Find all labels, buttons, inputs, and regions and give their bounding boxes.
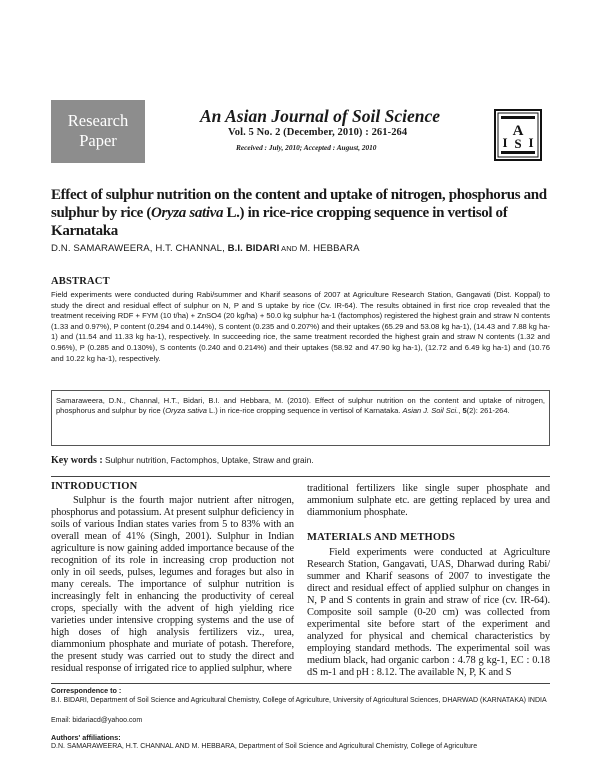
continuation-paragraph: traditional fertilizers like single super phosphate and ammonium sulphate etc. are getting replaced by urea and diammonium phosphate.	[307, 483, 550, 518]
divider	[51, 476, 550, 477]
title-text-2: L.) in rice-rice cropping sequence in vertisol of Karnataka	[51, 205, 508, 239]
journal-volume: Vol. 5 No. 2 (December, 2010) : 261-264	[228, 127, 408, 138]
correspondence-email: Email: bidariacd@yahoo.com	[51, 717, 143, 724]
keywords-text: Sulphur nutrition, Factomphos, Uptake, Straw and grain.	[102, 455, 314, 465]
author-list	[51, 243, 551, 254]
received-dates: Received : July, 2010; Accepted : August, 2010	[236, 143, 377, 152]
citation-text-1: Samaraweera, D.N., Channal, H.T., Bidari, B.I. and Hebbara, M. (2010). Effect of sulphur nutrition on the content and uptake of nitrogen, phosphorus and sulphur by rice (	[56, 396, 545, 416]
introduction-paragraph: Sulphur is the fourth major nutrient after nitrogen, phosphorus and potassium. At present sulphur deficiency in soils of various Indian states varies from 5 to 83% with an overall mean of 41% (Singh, 2001). Sulphur in Indian agriculture is now gaining added importance because of the recognition of its role in increasing crop production not only in oil seeds, pulses, legumes and forages but also in many cereals. The importance of sulphur nutrition is increasingly felt in enhancing the productivity of cereal crops, specially with the advent of high yielding rice varieties under intensive cropping systems and the use of high doses of high analysis fertilizers viz., urea, diammonium phosphate and muriate of potash. Therefore, the present study was carried out to study the direct and residual response of irrigated rice to applied sulphur, where	[51, 495, 294, 674]
badge-line2: Paper	[79, 131, 117, 150]
hind-institute-logo	[494, 109, 542, 161]
introduction-body	[51, 495, 294, 675]
citation-text-3: ,	[458, 406, 463, 416]
article-title	[51, 186, 551, 240]
svg-text:I: I	[528, 135, 534, 150]
citation-journal: Asian J. Soil Sci.	[402, 406, 459, 416]
abstract-heading: ABSTRACT	[51, 276, 110, 287]
footer-divider	[51, 683, 550, 684]
authors-2: M. HEBBARA	[299, 243, 360, 254]
citation-box	[51, 390, 550, 446]
badge-line1: Research	[67, 111, 129, 130]
affiliations-heading: Authors' affiliations:	[51, 733, 121, 742]
introduction-heading: INTRODUCTION	[51, 481, 138, 492]
keywords-label: Key words :	[51, 455, 103, 466]
citation-species: Oryza sativa	[165, 406, 207, 416]
keywords	[51, 455, 550, 466]
corresponding-author: B.I. BIDARI	[227, 243, 280, 254]
svg-text:I: I	[502, 135, 508, 150]
citation-text-2: L.) in rice-rice cropping sequence in vertisol of Karnataka.	[206, 406, 403, 416]
methods-paragraph: Field experiments were conducted at Agriculture Research Station, Gangavati, UAS, Dharwad during Rabi/ summer and Kharif seasons of 2007 to investigate the direct and residual effect of applied sulphur on changes in N, P and S contents in grain and straw of rice (cv. IR-64). Composite soil sample (0-20 cm) was collected from experimental site before start of the experiment and analyzed for physical and chemical characteristics by employing standard methods. The experimental soil was medium black, had organic carbon : 4.78 g kg-1, EC : 0.18 dS m-1 and pH : 8.12. The available N, P, K and S	[307, 547, 550, 678]
right-column-continuation	[307, 483, 550, 519]
methods-heading: MATERIALS AND METHODS	[307, 532, 456, 543]
correspondence-heading: Correspondence to :	[51, 686, 122, 695]
authors-and: AND	[279, 244, 300, 253]
research-paper-badge	[51, 100, 145, 163]
affiliations-text: D.N. SAMARAWEERA, H.T. CHANNAL AND M. HEBBARA, Department of Soil Science and Agricultural Chemistry, College of Agriculture	[51, 743, 478, 750]
svg-text:A: A	[512, 123, 524, 139]
authors-1: D.N. SAMARAWEERA, H.T. CHANNAL,	[51, 243, 228, 254]
citation-volume: 5	[462, 406, 467, 416]
journal-title: An Asian Journal of Soil Science	[200, 106, 441, 126]
title-text-1: Effect of sulphur nutrition on the content and uptake of nitrogen, phosphorus and sulphur by rice (	[51, 187, 547, 221]
svg-text:S: S	[514, 136, 522, 151]
title-species: Oryza sativa	[151, 205, 224, 221]
methods-body	[307, 547, 550, 679]
correspondence-text: B.I. BIDARI, Department of Soil Science and Agricultural Chemistry, College of Agriculture, University of Agricultural Sciences, DHARWAD (KARNATAKA) INDIA	[51, 697, 547, 704]
abstract-text: Field experiments were conducted during Rabi/summer and Kharif seasons of 2007 at Agriculture Research Station, Gangavati (Dist. Koppal) to study the direct and residual effect of sulphur on N, P and S uptake by rice (Cv. IR-64). The results obtained in first rice crop revealed that the treatment receiving RDF + FYM (10 t/ha) + ZnSO4 (20 kg/ha) + 50.0 kg sulphur ha-1 (factomphos) registered the highest grain and straw N contents (1.33 and 0.97%), P content (0.294 and 0.144%), S content (0.235 and 0.207%) and their uptakes (65.29 and 53.08 kg ha-1), (14.43 and 7.88 kg ha-1) and (11.54 and 11.33 kg ha-1), respectively. In succeeding rice, the same treatment recorded the highest grain and straw N contents (1.32 and 0.96%), P (0.285 and 0.130%), S contents (0.240 and 0.214%) and their uptakes (58.92 and 47.90 kg ha-1), (12.72 and 6.49 kg ha-1) and (10.76 and 10.22 kg ha-1), respectively.	[51, 290, 550, 363]
citation-text-4: (2): 261-264.	[466, 406, 510, 416]
